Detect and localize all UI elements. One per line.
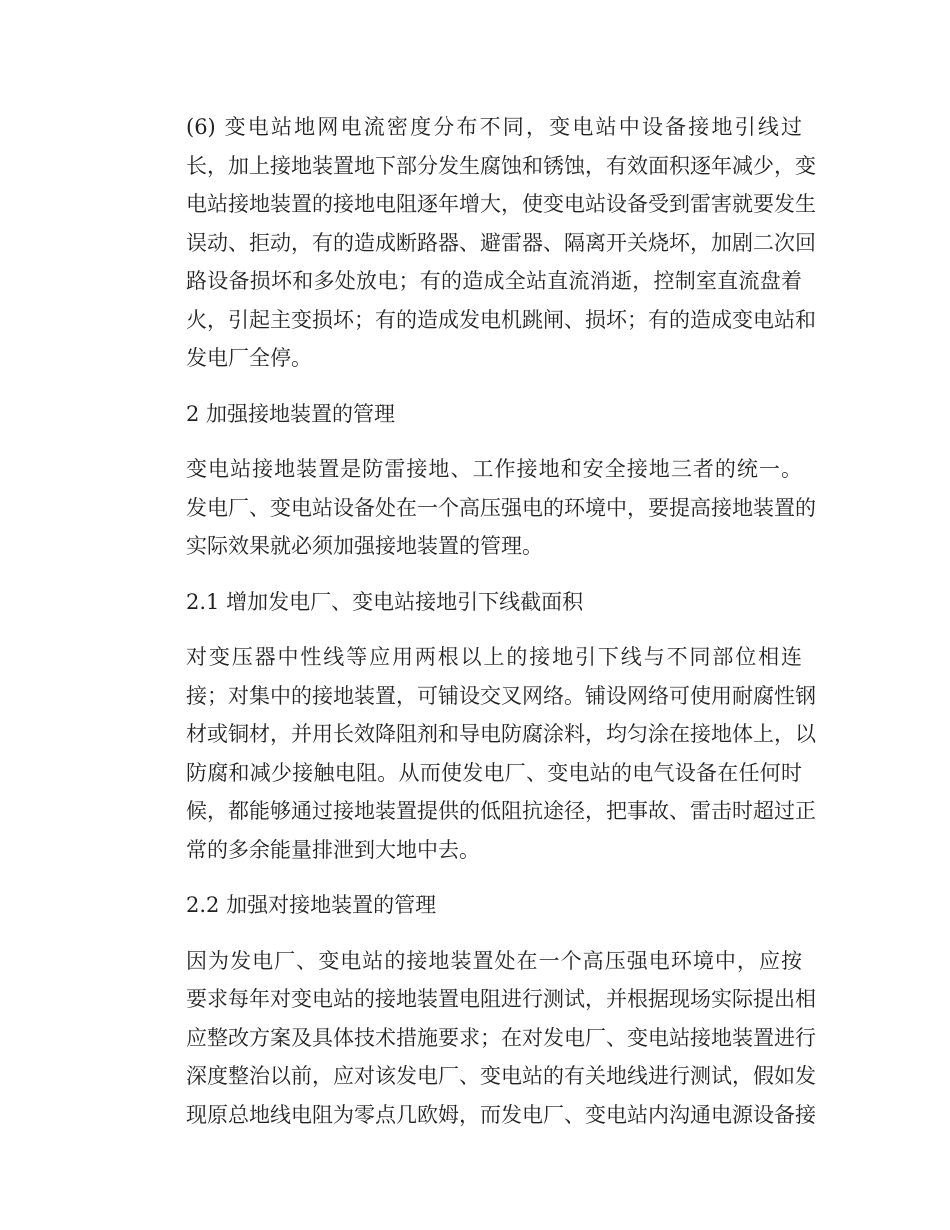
text-line: 对变压器中性线等应用两根以上的接地引下线与不同部位相连 [186, 645, 802, 669]
body-paragraph [142, 942, 816, 1135]
text-line: 要求每年对变电站的接地装置电阻进行测试，并根据现场实际提出相 [186, 987, 816, 1011]
text-line: (6) 变电站地网电流密度分布不同，变电站中设备接地引线过 [186, 115, 802, 139]
text-line: 路设备损坏和多处放电；有的造成全站直流消逝，控制室直流盘着 [186, 269, 802, 293]
text-line: 火，引起主变损坏；有的造成发电机跳闸、损坏；有的造成变电站和 [186, 307, 816, 332]
text-line: 2.2 加强对接地装置的管理 [186, 893, 437, 917]
text-line: 深度整治以前，应对该发电厂、变电站的有关地线进行测试，假如发 [186, 1064, 816, 1088]
text-line: 现原总地线电阻为零点几欧姆，而发电厂、变电站内沟通电源设备接 [186, 1102, 816, 1127]
text-line: 发电厂全停。 [186, 346, 312, 370]
section-heading [142, 395, 802, 434]
text-line: 防腐和减少接触电阻。从而使发电厂、变电站的电气设备在任何时 [186, 760, 802, 785]
text-line: 实际效果就必须加强接地装置的管理。 [186, 534, 543, 558]
text-line: 应整改方案及具体技术措施要求；在对发电厂、变电站接地装置进行 [186, 1025, 816, 1050]
text-line: 候，都能够通过接地装置提供的低阻抗途径，把事故、雷击时超过正 [186, 799, 816, 823]
text-line: 常的多余能量排泄到大地中去。 [186, 837, 480, 862]
text-line: 发电厂、变电站设备处在一个高压强电的环境中，要提高接地装置的 [186, 495, 816, 520]
text-line: 接；对集中的接地装置，可铺设交叉网络。铺设网络可使用耐腐性钢 [186, 683, 816, 708]
body-paragraph [142, 638, 816, 869]
body-paragraph [142, 450, 816, 566]
body-paragraph [142, 108, 816, 378]
text-line: 长，加上接地装置地下部分发生腐蚀和锈蚀，有效面积逐年减少，变 [186, 153, 816, 178]
text-line: 变电站接地装置是防雷接地、工作接地和安全接地三者的统一。 [186, 457, 802, 481]
text-line: 2.1 增加发电厂、变电站接地引下线截面积 [186, 589, 584, 614]
text-line: 因为发电厂、变电站的接地装置处在一个高压强电环境中，应按 [186, 948, 802, 973]
text-line: 误动、拒动，有的造成断路器、避雷器、隔离开关烧坏，加剧二次回 [186, 230, 816, 255]
text-line: 2 加强接地装置的管理 [186, 401, 396, 426]
text-line: 电站接地装置的接地电阻逐年增大，使变电站设备受到雷害就要发生 [186, 192, 816, 216]
text-line: 材或铜材，并用长效降阻剂和导电防腐涂料，均匀涂在接地体上，以 [186, 722, 816, 746]
section-heading [142, 583, 802, 622]
document-body [142, 108, 816, 1151]
section-heading [142, 886, 802, 925]
